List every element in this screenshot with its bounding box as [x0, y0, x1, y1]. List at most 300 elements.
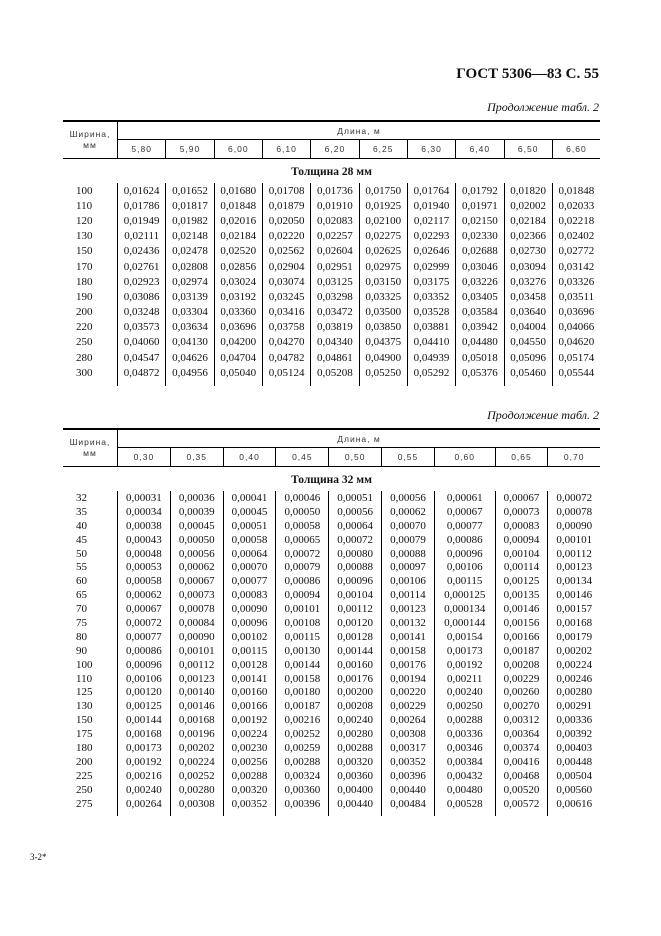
value-cell: 0,03634	[166, 320, 214, 335]
value-cell: 0,00504	[556, 769, 593, 782]
value-cell: 0,03024	[214, 274, 262, 289]
table-row	[63, 547, 600, 561]
value-cell: 0,00144	[329, 644, 382, 658]
value-cell: 0,02999	[407, 259, 455, 274]
value-cell: 0,00229	[382, 699, 435, 713]
value-cell: 0,00112	[556, 547, 592, 560]
value-cell: 0,00096	[223, 616, 276, 630]
value-cell: 0,00216	[118, 769, 171, 783]
value-cell: 0,00166	[495, 630, 548, 644]
value-cell: 0,00084	[170, 616, 223, 630]
value-cell: 0,00073	[170, 588, 223, 602]
length-header-cell: 0,45	[276, 448, 329, 467]
value-cell: 0,00112	[170, 658, 223, 672]
width-cell: 110	[63, 198, 118, 213]
value-cell: 0,01910	[311, 198, 359, 213]
value-cell: 0,00096	[329, 574, 382, 588]
value-cell: 0,02562	[262, 244, 310, 259]
table-row	[63, 519, 600, 533]
value-cell: 0,04626	[166, 350, 214, 365]
value-cell: 0,00104	[329, 588, 382, 602]
value-cell: 0,00079	[276, 560, 329, 574]
value-cell: 0,00320	[329, 755, 382, 769]
header-row	[63, 121, 600, 140]
value-cell: 0,00240	[329, 713, 382, 727]
width-cell: 130	[63, 229, 118, 244]
value-cell: 0,00123	[382, 602, 435, 616]
value-cell: 0,00065	[276, 533, 329, 547]
value-cell: 0,00179	[556, 630, 593, 643]
value-cell: 0,03192	[214, 289, 262, 304]
value-cell: 0,02117	[407, 213, 455, 228]
value-cell: 0,03758	[262, 320, 310, 335]
value-cell: 0,04130	[166, 335, 214, 350]
table-row	[63, 560, 600, 574]
value-cell: 0,03245	[262, 289, 310, 304]
value-cell: 0,00211	[434, 672, 495, 686]
table-row	[63, 672, 600, 686]
value-cell: 0,04200	[214, 335, 262, 350]
value-cell: 0,00360	[329, 769, 382, 783]
value-cell: 0,02604	[311, 244, 359, 259]
value-cell: 0,02646	[407, 244, 455, 259]
value-cell: 0,02016	[214, 213, 262, 228]
value-cell: 0,05460	[504, 365, 552, 386]
value-cell: 0,00250	[434, 699, 495, 713]
value-cell: 0,00108	[276, 616, 329, 630]
value-cell: 0,01940	[407, 198, 455, 213]
value-cell: 0,04872	[118, 365, 166, 386]
value-cell: 0,03352	[407, 289, 455, 304]
value-cell: 0,00168	[170, 713, 223, 727]
value-cell: 0,03500	[359, 305, 407, 320]
value-cell: 0,00200	[329, 685, 382, 699]
value-cell: 0,01652	[166, 183, 214, 198]
value-cell: 0,00083	[223, 588, 276, 602]
length-header: Длина, м	[118, 121, 601, 140]
value-cell: 0,00078	[170, 602, 223, 616]
value-cell: 0,00067	[170, 574, 223, 588]
value-cell: 0,02772	[558, 245, 595, 258]
value-cell: 0,00229	[495, 672, 548, 686]
value-cell: 0,01820	[504, 183, 552, 198]
value-cell: 0,00308	[382, 727, 435, 741]
value-cell: 0,03325	[359, 289, 407, 304]
value-cell: 0,00114	[382, 588, 435, 602]
value-cell: 0,02275	[359, 229, 407, 244]
value-cell: 0,04861	[311, 350, 359, 365]
table-row	[63, 505, 600, 519]
value-cell: 0,03226	[456, 274, 504, 289]
value-cell: 0,00045	[170, 519, 223, 533]
width-cell: 150	[63, 713, 118, 727]
value-cell: 0,00187	[495, 644, 548, 658]
value-cell: 0,03819	[311, 320, 359, 335]
value-cell: 0,03640	[504, 305, 552, 320]
value-cell: 0,00528	[434, 797, 495, 817]
value-cell: 0,05096	[504, 350, 552, 365]
table-row	[63, 713, 600, 727]
width-cell: 100	[63, 183, 118, 198]
value-cell: 0,02904	[262, 259, 310, 274]
value-cell: 0,04782	[262, 350, 310, 365]
table-row	[63, 289, 600, 304]
value-cell: 0,00396	[276, 797, 329, 817]
length-header-cell: 6,20	[311, 140, 359, 159]
value-cell: 0,00034	[118, 505, 171, 519]
value-cell: 0,00097	[382, 560, 435, 574]
value-cell: 0,000125	[434, 588, 495, 602]
value-cell: 0,05250	[359, 365, 407, 386]
section-row	[63, 159, 600, 184]
width-cell: 300	[63, 365, 118, 386]
width-cell: 275	[63, 797, 118, 817]
table-row	[63, 588, 600, 602]
value-cell: 0,02293	[407, 229, 455, 244]
length-header-cell: 0,60	[434, 448, 495, 467]
length-header: Длина, м	[118, 429, 601, 448]
value-cell: 0,03405	[456, 289, 504, 304]
width-cell: 150	[63, 244, 118, 259]
value-cell: 0,00572	[495, 797, 548, 817]
table-row	[63, 616, 600, 630]
table-row	[63, 644, 600, 658]
weight-table-32mm	[63, 428, 600, 816]
table-row	[63, 244, 600, 259]
value-cell: 0,00070	[223, 560, 276, 574]
value-cell: 0,00083	[495, 519, 548, 533]
value-cell: 0,03584	[456, 305, 504, 320]
value-cell: 0,04550	[504, 335, 552, 350]
value-cell: 0,02002	[504, 198, 552, 213]
value-cell: 0,00134	[556, 575, 593, 588]
value-cell: 0,00160	[329, 658, 382, 672]
value-cell: 0,00468	[495, 769, 548, 783]
value-cell: 0,02257	[311, 229, 359, 244]
value-cell: 0,04410	[407, 335, 455, 350]
value-cell: 0,01708	[262, 183, 310, 198]
width-cell: 40	[63, 519, 118, 533]
table-row	[63, 741, 600, 755]
value-cell: 0,02184	[214, 229, 262, 244]
section-row	[63, 467, 600, 492]
value-cell: 0,01786	[118, 198, 166, 213]
value-cell: 0,02184	[504, 213, 552, 228]
value-cell: 0,04480	[456, 335, 504, 350]
value-cell: 0,00173	[118, 741, 171, 755]
section-body	[63, 467, 600, 492]
value-cell: 0,00096	[434, 547, 495, 561]
value-cell: 0,00064	[329, 519, 382, 533]
value-cell: 0,02218	[558, 214, 595, 227]
value-cell: 0,01764	[407, 183, 455, 198]
table-row	[63, 699, 600, 713]
value-cell: 0,04004	[504, 320, 552, 335]
table-row	[63, 685, 600, 699]
value-cell: 0,00480	[434, 783, 495, 797]
value-cell: 0,00112	[329, 602, 382, 616]
value-cell: 0,03696	[214, 320, 262, 335]
value-cell: 0,00077	[434, 519, 495, 533]
value-cell: 0,00053	[118, 560, 171, 574]
value-cell: 0,00224	[556, 658, 593, 671]
value-cell: 0,00141	[223, 672, 276, 686]
table-body	[63, 183, 600, 386]
value-cell: 0,00045	[223, 505, 276, 519]
value-cell: 0,00224	[170, 755, 223, 769]
value-cell: 0,00230	[223, 741, 276, 755]
value-cell: 0,000144	[434, 616, 495, 630]
value-cell: 0,00051	[223, 519, 276, 533]
value-cell: 0,00252	[276, 727, 329, 741]
value-cell: 0,00146	[556, 589, 593, 602]
width-cell: 70	[63, 602, 118, 616]
value-cell: 0,02625	[359, 244, 407, 259]
value-cell: 0,00224	[223, 727, 276, 741]
value-cell: 0,00364	[495, 727, 548, 741]
table-row	[63, 797, 600, 817]
table-row	[63, 350, 600, 365]
value-cell: 0,00260	[495, 685, 548, 699]
width-cell: 220	[63, 320, 118, 335]
value-cell: 0,04704	[214, 350, 262, 365]
width-cell: 175	[63, 727, 118, 741]
width-cell: 32	[63, 491, 118, 505]
value-cell: 0,00056	[329, 505, 382, 519]
value-cell: 0,00396	[382, 769, 435, 783]
value-cell: 0,00252	[170, 769, 223, 783]
value-cell: 0,00056	[170, 547, 223, 561]
value-cell: 0,00096	[118, 658, 171, 672]
value-cell: 0,00067	[118, 602, 171, 616]
value-cell: 0,00168	[556, 616, 593, 629]
value-cell: 0,00072	[556, 491, 593, 504]
value-cell: 0,00094	[495, 533, 548, 547]
value-cell: 0,01848	[214, 198, 262, 213]
value-cell: 0,00058	[118, 574, 171, 588]
value-cell: 0,03360	[214, 305, 262, 320]
value-cell: 0,00123	[556, 561, 593, 574]
value-cell: 0,01736	[311, 183, 359, 198]
value-cell: 0,00115	[223, 644, 276, 658]
value-cell: 0,01925	[359, 198, 407, 213]
value-cell: 0,00440	[382, 783, 435, 797]
value-cell: 0,00078	[556, 505, 593, 518]
value-cell: 0,03942	[456, 320, 504, 335]
width-cell: 225	[63, 769, 118, 783]
value-cell: 0,00094	[276, 588, 329, 602]
value-cell: 0,03142	[558, 260, 595, 273]
section-title: Толщина 32 мм	[291, 474, 372, 486]
value-cell: 0,00176	[382, 658, 435, 672]
value-cell: 0,05018	[456, 350, 504, 365]
width-cell: 190	[63, 289, 118, 304]
value-cell: 0,05208	[311, 365, 359, 386]
width-cell: 80	[63, 630, 118, 644]
value-cell: 0,00208	[495, 658, 548, 672]
table-row	[63, 274, 600, 289]
value-cell: 0,00031	[118, 491, 171, 505]
width-cell: 130	[63, 699, 118, 713]
value-cell: 0,00058	[276, 519, 329, 533]
value-cell: 0,00317	[382, 741, 435, 755]
value-cell: 0,00192	[434, 658, 495, 672]
value-cell: 0,00192	[118, 755, 171, 769]
table-row	[63, 755, 600, 769]
width-cell: 200	[63, 755, 118, 769]
value-cell: 0,00392	[556, 728, 593, 741]
footer-mark: 3-2*	[30, 852, 47, 862]
value-cell: 0,05292	[407, 365, 455, 386]
value-cell: 0,00256	[223, 755, 276, 769]
value-cell: 0,00135	[495, 588, 548, 602]
value-cell: 0,02402	[558, 230, 595, 243]
table-row	[63, 783, 600, 797]
width-cell: 250	[63, 783, 118, 797]
value-cell: 0,00062	[118, 588, 171, 602]
page-header: ГОСТ 5306—83 С. 55	[456, 66, 599, 82]
value-cell: 0,02330	[456, 229, 504, 244]
length-header-cell: 0,40	[223, 448, 276, 467]
table-row	[63, 335, 600, 350]
value-cell: 0,02478	[166, 244, 214, 259]
length-header-cell: 6,60	[552, 140, 600, 159]
table-row	[63, 365, 600, 386]
table-row	[63, 320, 600, 335]
length-header-cell: 6,40	[456, 140, 504, 159]
value-cell: 0,00280	[556, 686, 593, 699]
width-cell: 50	[63, 547, 118, 561]
value-cell: 0,02923	[118, 274, 166, 289]
value-cell: 0,00058	[223, 533, 276, 547]
width-cell: 100	[63, 658, 118, 672]
value-cell: 0,00106	[434, 560, 495, 574]
width-cell: 35	[63, 505, 118, 519]
length-header-cell: 5,90	[166, 140, 214, 159]
value-cell: 0,00090	[556, 519, 593, 532]
value-cell: 0,00079	[382, 533, 435, 547]
table-row	[63, 658, 600, 672]
value-cell: 0,03850	[359, 320, 407, 335]
value-cell: 0,00101	[276, 602, 329, 616]
value-cell: 0,02520	[214, 244, 262, 259]
value-cell: 0,04270	[262, 335, 310, 350]
value-cell: 0,00246	[556, 672, 593, 685]
value-cell: 0,00039	[170, 505, 223, 519]
value-cell: 0,03696	[558, 306, 595, 319]
value-cell: 0,00352	[223, 797, 276, 817]
value-cell: 0,04900	[359, 350, 407, 365]
value-cell: 0,00077	[223, 574, 276, 588]
length-header-cell: 6,00	[214, 140, 262, 159]
value-cell: 0,00041	[223, 491, 276, 505]
value-cell: 0,04547	[118, 350, 166, 365]
table-body	[63, 491, 600, 816]
value-cell: 0,01817	[166, 198, 214, 213]
value-cell: 0,00560	[556, 783, 593, 796]
value-cell: 0,01792	[456, 183, 504, 198]
value-cell: 0,00208	[329, 699, 382, 713]
value-cell: 0,02220	[262, 229, 310, 244]
width-cell: 110	[63, 672, 118, 686]
value-cell: 0,00158	[276, 672, 329, 686]
length-header-cell: 6,25	[359, 140, 407, 159]
value-cell: 0,02975	[359, 259, 407, 274]
value-cell: 0,00291	[556, 700, 593, 713]
value-cell: 0,00120	[329, 616, 382, 630]
value-cell: 0,00180	[276, 685, 329, 699]
width-header: Ширина, мм	[63, 121, 118, 159]
width-cell: 120	[63, 213, 118, 228]
value-cell: 0,01879	[262, 198, 310, 213]
width-cell: 180	[63, 274, 118, 289]
value-cell: 0,00288	[276, 755, 329, 769]
value-cell: 0,00088	[382, 547, 435, 561]
value-cell: 0,00141	[382, 630, 435, 644]
value-cell: 0,00104	[495, 547, 548, 561]
value-cell: 0,05040	[214, 365, 262, 386]
value-cell: 0,00102	[223, 630, 276, 644]
value-cell: 0,04939	[407, 350, 455, 365]
value-cell: 0,00336	[556, 714, 593, 727]
value-cell: 0,02436	[118, 244, 166, 259]
value-cell: 0,00196	[170, 727, 223, 741]
value-cell: 0,00128	[329, 630, 382, 644]
value-cell: 0,00156	[495, 616, 548, 630]
table-head	[63, 429, 600, 467]
value-cell: 0,00403	[556, 741, 593, 754]
width-cell: 280	[63, 350, 118, 365]
value-cell: 0,00090	[223, 602, 276, 616]
value-cell: 0,00086	[118, 644, 171, 658]
value-cell: 0,00125	[118, 699, 171, 713]
value-cell: 0,00070	[382, 519, 435, 533]
value-cell: 0,00106	[118, 672, 171, 686]
table-row	[63, 213, 600, 228]
value-cell: 0,00440	[329, 797, 382, 817]
width-cell: 125	[63, 685, 118, 699]
header-row	[63, 429, 600, 448]
value-cell: 0,03139	[166, 289, 214, 304]
value-cell: 0,00216	[276, 713, 329, 727]
value-cell: 0,00067	[495, 491, 548, 505]
value-cell: 0,00173	[434, 644, 495, 658]
value-cell: 0,02951	[311, 259, 359, 274]
width-cell: 55	[63, 560, 118, 574]
value-cell: 0,00346	[434, 741, 495, 755]
value-cell: 0,00050	[276, 505, 329, 519]
length-header-cell: 0,55	[382, 448, 435, 467]
value-cell: 0,00240	[118, 783, 171, 797]
value-cell: 0,02366	[504, 229, 552, 244]
value-cell: 0,02148	[166, 229, 214, 244]
value-cell: 0,00132	[382, 616, 435, 630]
width-header: Ширина, мм	[63, 429, 118, 467]
length-header-cell: 0,50	[329, 448, 382, 467]
value-cell: 0,00374	[495, 741, 548, 755]
table-row	[63, 183, 600, 198]
value-cell: 0,00072	[276, 547, 329, 561]
value-cell: 0,00051	[329, 491, 382, 505]
value-cell: 0,00220	[382, 685, 435, 699]
value-cell: 0,03472	[311, 305, 359, 320]
value-cell: 0,00067	[434, 505, 495, 519]
width-cell: 90	[63, 644, 118, 658]
value-cell: 0,02100	[359, 213, 407, 228]
value-cell: 0,00176	[329, 672, 382, 686]
table-row	[63, 727, 600, 741]
value-cell: 0,02761	[118, 259, 166, 274]
